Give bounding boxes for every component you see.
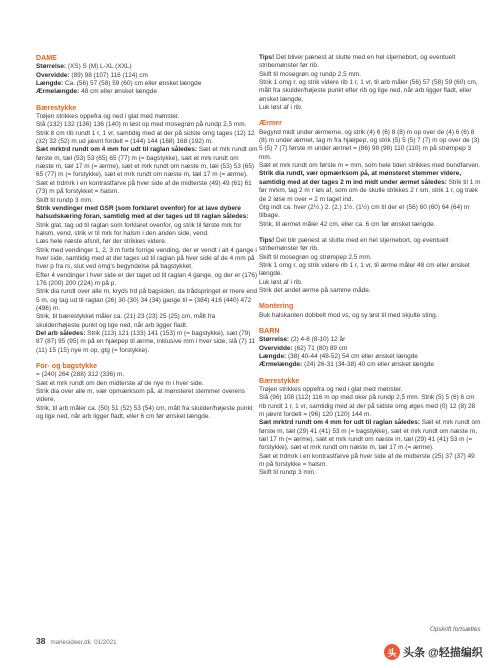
- paragraph: [259, 345, 481, 353]
- bold-label: Strik vendinger med GSR (som forklaret ovenfor) for at lave dybere halsudskæring foran, samtidig med at der tages ud til raglan således:: [36, 204, 249, 221]
- section-heading: Montering: [259, 302, 294, 311]
- paragraph: [259, 170, 481, 203]
- paragraph-text: Strik (113) 121 (133) 141 (153) m (= bagstykke), sæt (79) 87 (87) 95 (95) m på en hjælpep til ærme, inklusive mm i hver side, slå (7) 11 (11) 15 (15) nye m op, gtg (= forstykke).: [36, 330, 256, 354]
- paragraph-text: (24) 26-31 (34-38) 40 cm eller ønsket længde: [302, 361, 434, 369]
- bold-label: Ærmelængde:: [36, 88, 80, 96]
- paragraph: [36, 313, 258, 330]
- footer-site: mariesideer.dk: [50, 639, 91, 646]
- paragraph-text: Luk løst af i rib.: [259, 278, 303, 286]
- paragraph: [36, 272, 258, 289]
- paragraph-text: Luk løst af i rib.: [259, 104, 303, 112]
- paragraph: [259, 336, 481, 344]
- paragraph-text: Sæt et mrk rundt om første m = mm, som hele tiden strikkes med bundfarven.: [259, 162, 481, 170]
- bold-label: Overvidde:: [36, 71, 70, 79]
- paragraph-text: (62) 71 (80) 89 cm: [292, 344, 348, 352]
- right-column: [259, 54, 481, 478]
- paragraph-text: Strik 8 cm rib rundt 1 r, 1 vr, samtidig med at der på sidste omg tages (12) 12 (32) 32 (52) m ud jævnt fordelt = (144) 144 (168) 168 (192) m.: [36, 129, 255, 146]
- paragraph-text: Strik til 1 m før mrkm, tag 2 m r løs af, som om de skulle strikkes 2 r sm, strik 1 r, og træk de 2 løse m over = 2 m taget ind.: [259, 178, 481, 203]
- paragraph-text: Ca. (56) 57 (58) 59 (60) cm eller ønsket længde: [63, 80, 202, 88]
- paragraph: [36, 330, 258, 355]
- paragraph-text: Sæt et trdmrk i en kontrastfarve på hver side af de midterste (25) 37 (37) 49 m på forstykke = halsm.: [259, 452, 475, 469]
- bold-label: Størrelse:: [36, 63, 67, 71]
- watermark-text: 头条 @轻描编织: [403, 647, 483, 659]
- bold-label: Del arb således:: [36, 330, 86, 337]
- paragraph: [36, 63, 258, 71]
- paragraph-text: Skift til rundp 3 mm.: [36, 196, 93, 204]
- paragraph: [36, 130, 258, 147]
- paragraph: [259, 361, 481, 369]
- paragraph-text: Buk halskanten dobbelt mod vs, og sy løst til med skjulte sting.: [259, 311, 438, 319]
- top-band: [0, 0, 500, 50]
- paragraph-text: Strik, til arb måler ca. (50) 51 (52) 53 (54) cm, målt fra skulder/højeste punkt og lige ned, når arb ligger fladt, eller 6 cm før ønsket længde.: [36, 404, 253, 421]
- paragraph: [259, 129, 481, 162]
- bold-label: Tips!: [259, 54, 275, 61]
- left-column: [36, 54, 258, 421]
- paragraph-text: Strik, til bærestykket måler ca. (21) 23 (23) 25 (25) cm, målt fra skulder/højeste punkt og lige ned, når arb ligger fladt.: [36, 313, 216, 329]
- paragraph-text: Strik med vendinger 1, 2, 3 m forbi forrige vending, der er vendt i alt 4 gange i hver side, samtidig med at der tages ud til raglan på hver side af de 4 mm på hver p fra rs, slut ved omg's begyndelse på bagstykket.: [36, 246, 257, 271]
- paragraph: [36, 371, 258, 379]
- paragraph: [36, 238, 258, 246]
- paragraph: [259, 71, 481, 79]
- paragraph-text: (2) 4-6 (8-10) 12 år: [289, 336, 346, 344]
- paragraph-text: Sæt et mrk rundt om første m, tæl (53) 53 (65) 65 (77) m (= bagstykke), sæt et mrk rundt om næste m, tæl 17 m (= ærme), sæt et mrk rundt om næste m, tæl (53) 53 (65) 65 (77) m (= forstykke), sæt et mrk rundt om næste m, tæl 17 m (= ærme).: [36, 146, 258, 179]
- paragraph-text: Slå (96) 108 (112) 116 m op med oker på rundp 2,5 mm. Strik (5) 5 (6) 6 cm rib rundt 1 r, 1 vr, samtidig med at der på sidste omg øges med (0) 12 (8) 28 m jævnt fordelt = (96) 120 (120) 144 m.: [259, 394, 476, 419]
- paragraph-text: Efter 4 vendinger i hver side er der taget ud til raglan 4 gange, og der er (176) 176 (200) 200 (224) m på p.: [36, 271, 258, 287]
- paragraph: [259, 221, 481, 229]
- paragraph: [259, 104, 481, 112]
- section-heading: DAME: [36, 54, 57, 62]
- paragraph-text: Slå (132) 132 (136) 136 (140) m løst op med mosegrøn på rundp 2,5 mm.: [36, 121, 247, 129]
- paragraph-text: Det bliver pænest at slutte med en hel stjernebort, og eventuelt stribemønster før rib.: [259, 54, 456, 70]
- paragraph: [259, 469, 481, 477]
- paragraph: [36, 405, 258, 422]
- section-heading: Ærmer: [259, 119, 282, 128]
- paragraph: [36, 72, 258, 80]
- paragraph: [36, 205, 258, 238]
- continued-note: Opskrift fortsættes: [430, 626, 481, 633]
- paragraph: [259, 79, 481, 104]
- bold-label: Overvidde:: [259, 344, 293, 352]
- paragraph: [259, 353, 481, 361]
- paragraph-text: Læs hele næste afsnit, før der strikkes videre.: [36, 238, 167, 246]
- paragraph: [259, 204, 481, 221]
- bold-label: Størrelse:: [259, 336, 290, 344]
- bold-label: Sæt mrktrd rundt om 4 mm for udt til raglan således:: [36, 146, 197, 154]
- section-heading: Bærestykke: [259, 376, 300, 385]
- paragraph: [259, 419, 481, 452]
- paragraph-text: 48 cm eller ønsket længde: [79, 88, 157, 96]
- paragraph-text: Strik det andet ærme på samme måde.: [259, 286, 371, 294]
- paragraph-text: Sæt et mrk rundt om den midterste af de nye m i hver side.: [36, 379, 204, 387]
- paragraph-text: Sæt et mrk rundt om første m, tæl (29) 41 (41) 53 m (= bagstykke), sæt et mrk rundt om næste m, tæl 17 m (= ærme), sæt et mrk rundt om næste m, tæl (29) 41 (41) 53 m (= forstykke), sæt et mrk rundt om næste m, tæl 17 m (= ærme).: [259, 419, 481, 452]
- paragraph: [259, 279, 481, 287]
- page-number: 38: [36, 636, 46, 646]
- bold-label: Strik dia rundt, vær opmærksom på, at mønsteret stemmer videre, samtidig med at der tages 2 m ind midt under ærmet således:: [259, 170, 462, 186]
- paragraph: [36, 180, 258, 197]
- paragraph-text: Trøjen strikkes oppefra og ned i glat med mønster.: [36, 113, 180, 121]
- bold-label: Længde:: [36, 80, 64, 88]
- paragraph: [36, 288, 258, 313]
- bold-label: Tips!: [259, 236, 275, 244]
- paragraph: [36, 247, 258, 272]
- paragraph: [259, 237, 481, 254]
- paragraph: [36, 121, 258, 129]
- paragraph: [259, 54, 481, 71]
- paragraph-text: Strik dia over alle m, vær opmærksom på, at mønsteret stemmer overens videre.: [36, 388, 245, 404]
- paragraph: [36, 197, 258, 205]
- bold-label: Sæt mrktrd rundt om 4 mm for udt til raglan således:: [259, 419, 420, 427]
- watermark: [384, 643, 483, 661]
- paragraph-text: Skift til mosegrøn og rundp 2,5 mm.: [259, 70, 361, 78]
- paragraph: [36, 80, 258, 88]
- footer-issue: 01/2021: [94, 639, 117, 646]
- section-heading: Bærestykke: [36, 103, 77, 112]
- paragraph: [36, 380, 258, 388]
- paragraph: [259, 394, 481, 419]
- section-heading: For- og bagstykke: [36, 362, 98, 371]
- watermark-logo-icon: 头: [384, 644, 400, 660]
- paragraph-text: Det blir pænest at slutte med en hel stjernebort, og eventuelt stribemønster før rib.: [259, 236, 449, 253]
- bold-label: Længde:: [259, 353, 287, 360]
- paragraph-text: Strik glat, tag ud til raglan som forklaret ovenfor, og strik til første mrk for halsm, vend, strik vr til mrk for halsm i den anden side, vend.: [36, 221, 242, 237]
- paragraph: [259, 254, 481, 262]
- paragraph: [259, 262, 481, 279]
- paragraph-text: Strik 1 omg r, og strik videre rib 1 r, 1 vr, til ærme måler 48 cm eller ønsket længde.: [259, 261, 470, 278]
- paragraph-text: Skift til rundp 3 mm.: [259, 469, 316, 477]
- paragraph: [36, 88, 258, 96]
- paragraph-text: Strik dia rundt over alle m, kryds trd på bagsiden, da trådspringet er mere end 5 m, og tag ud til raglan (26) 30 (30) 34 (34) gange til = (384) 416 (440) 472 (496) m.: [36, 288, 258, 312]
- paragraph-text: Skift til mosegrøn og strømpep 2,5 mm.: [259, 253, 372, 261]
- paragraph: [36, 146, 258, 179]
- paragraph-text: Trøjen strikkes oppefra og ned i glat med mønster.: [259, 386, 403, 394]
- paragraph-text: (89) 98 (107) 116 (124) cm: [69, 71, 148, 79]
- paragraph-text: (XS) S (M) L-XL (XXL): [66, 63, 132, 71]
- page-footer: [36, 636, 117, 646]
- paragraph-text: (38) 40-44 (48-52) 54 cm eller ønsket længde: [286, 353, 418, 360]
- bold-label: Ærmelængde:: [259, 361, 303, 369]
- paragraph: [259, 287, 481, 295]
- paragraph-text: Begynd midt under ærmerne, og strik (4) 6 (6) 8 (8) m op over de (4) 6 (6) 8 (8) m under ærmet, tag m fra hjælpep, og strik (5) 5 (5) 7 (7) m op over de (3) 5 (5) 7 (7) første m under ærmet = (86) 98 (98) 110 (110) m på strømpep 3 mm.: [259, 128, 480, 161]
- paragraph-text: Strik 1 omg r, og strik videre rib 1 r, 1 vr, til arb måler (56) 57 (58) 59 (60) cm, målt fra skulder/højeste punkt efter rib og lige ned, når arb ligger fladt, eller ønsket længde.: [259, 79, 478, 103]
- paragraph-text: = (240) 264 (288) 312 (336) m.: [36, 371, 125, 379]
- section-heading: BARN: [259, 326, 280, 335]
- paragraph: [36, 388, 258, 405]
- paragraph-text: Strik, til ærmet måler 42 cm, eller ca. 6 cm før ønsket længde.: [259, 220, 436, 228]
- paragraph-text: Sæt et trdmrk i en kontrastfarve på hver side af de midterste (49) 49 (61) 61 (73) m på forstykket = halsm.: [36, 179, 252, 196]
- paragraph: [259, 453, 481, 470]
- paragraph-text: Gtg indt ca. hver (2½.) 2. (2.) 1½. (1½) cm til der er (56) 60 (60) 64 (64) m tilbage.: [259, 203, 470, 220]
- paragraph: [259, 312, 481, 320]
